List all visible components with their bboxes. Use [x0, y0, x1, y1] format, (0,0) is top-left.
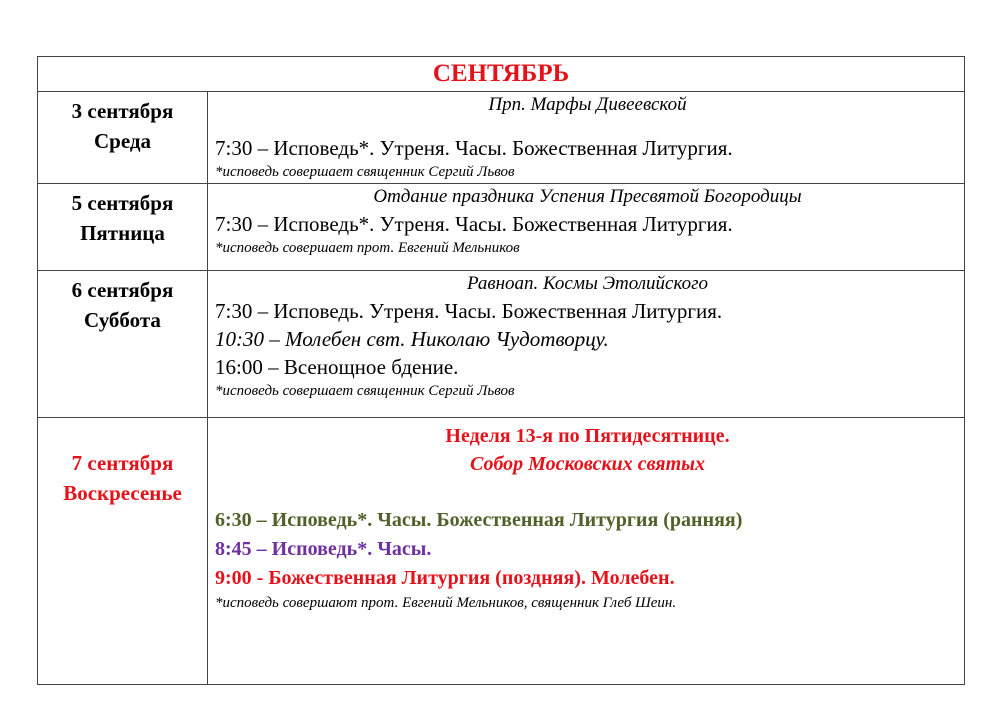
- sunday-title: Неделя 13-я по Пятидесятнице.: [445, 425, 730, 447]
- month-title: СЕНТЯБРЬ: [38, 57, 965, 92]
- feast-title: Прп. Марфы Дивеевской: [488, 94, 687, 115]
- date-cell: [38, 271, 208, 418]
- title-row: [38, 57, 965, 92]
- service-line: 16:00 – Всенощное бдение.: [215, 355, 459, 379]
- date-cell: [38, 184, 208, 271]
- day-row: [38, 92, 965, 184]
- services-cell: [208, 271, 965, 418]
- services-cell: [208, 418, 965, 685]
- confession-note: *исповедь совершает священник Сергий Львов: [215, 164, 515, 180]
- day-row: [38, 418, 965, 685]
- feast-title: Равноап. Космы Этолийского: [466, 273, 709, 294]
- weekday-label: Пятница: [80, 221, 165, 245]
- schedule-table: [37, 56, 965, 685]
- date-label: 5 сентября: [71, 191, 174, 215]
- date-label: 3 сентября: [71, 99, 174, 123]
- services-cell: [208, 92, 965, 184]
- service-line: 7:30 – Исповедь*. Утреня. Часы. Божественная Литургия.: [215, 212, 733, 236]
- day-row: [38, 184, 965, 271]
- service-line: 7:30 – Исповедь*. Утреня. Часы. Божественная Литургия.: [215, 136, 733, 160]
- date-label: 6 сентября: [71, 278, 174, 302]
- service-line-early: 6:30 – Исповедь*. Часы. Божественная Литургия (ранняя): [215, 509, 743, 531]
- service-line: 10:30 – Молебен свт. Николаю Чудотворцу.: [215, 327, 609, 351]
- service-line: 7:30 – Исповедь. Утреня. Часы. Божественная Литургия.: [215, 299, 723, 323]
- confession-note: *исповедь совершают прот. Евгений Мельников, священник Глеб Шеин.: [215, 595, 677, 611]
- services-cell: [208, 184, 965, 271]
- service-line-confession: 8:45 – Исповедь*. Часы.: [215, 538, 432, 560]
- weekday-label: Воскресенье: [63, 481, 182, 505]
- date-cell: [38, 418, 208, 685]
- confession-note: *исповедь совершает священник Сергий Львов: [215, 383, 515, 399]
- date-cell: [38, 92, 208, 184]
- weekday-label: Суббота: [84, 308, 161, 332]
- confession-note: *исповедь совершает прот. Евгений Мельников: [215, 240, 520, 256]
- day-row: [38, 271, 965, 418]
- date-label: 7 сентября: [71, 451, 174, 475]
- weekday-label: Среда: [93, 129, 151, 153]
- feast-title: Отдание праздника Успения Пресвятой Богородицы: [373, 186, 802, 207]
- service-line-late: 9:00 - Божественная Литургия (поздняя). Молебен.: [215, 567, 675, 589]
- sunday-subtitle: Собор Московских святых: [469, 453, 706, 475]
